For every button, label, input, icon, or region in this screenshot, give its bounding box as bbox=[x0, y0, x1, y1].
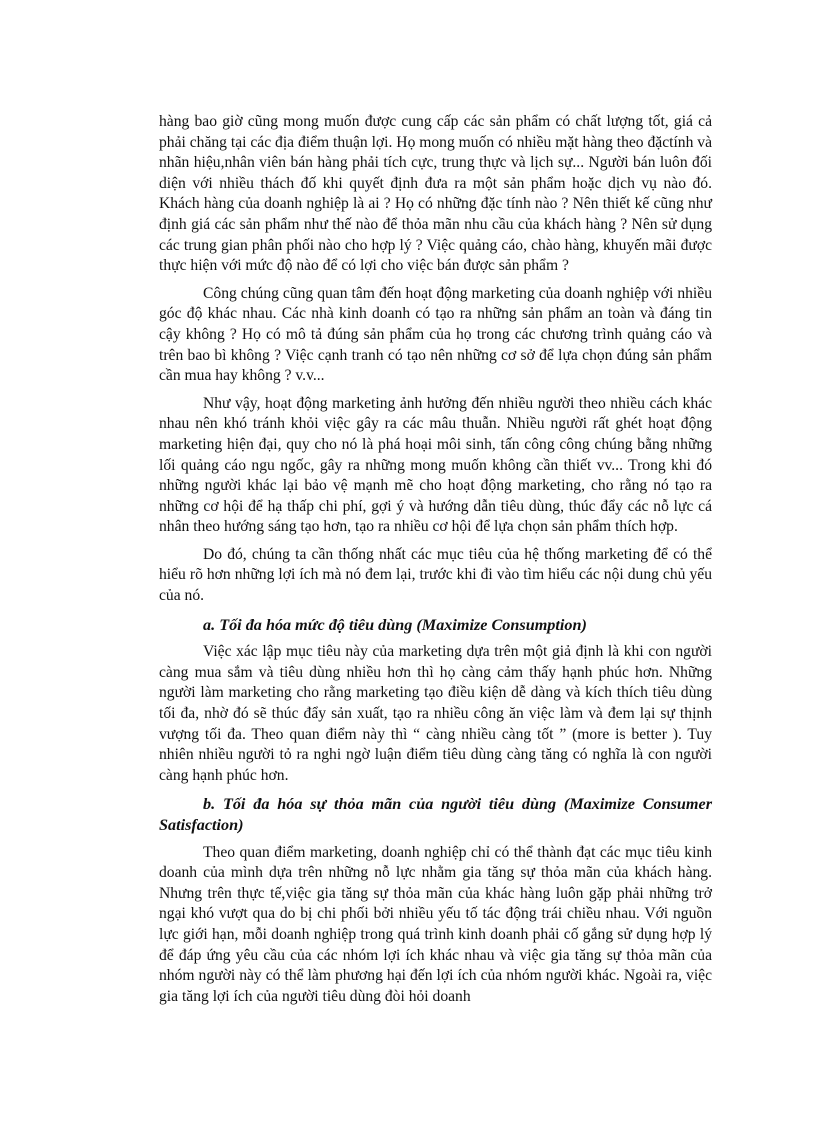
paragraph-continued: hàng bao giờ cũng mong muốn được cung cấp các sản phẩm có chất lượng tốt, giá cả phải chăng tại các địa điểm thuận lợi. Họ mong muốn có nhiều mặt hàng theo đặctính và nhãn hiệu,nhân viên bán hàng phải tích cực, trung thực và lịch sự... Người bán luôn đối diện với nhiều thách đố khi quyết định đưa ra một sản phẩm hoặc dịch vụ nào đó. Khách hàng của doanh nghiệp là ai ? Họ có những đặc tính nào ? Nên thiết kế cũng như định giá các sản phẩm như thế nào để thỏa mãn nhu cầu của khách hàng ? Nên sử dụng các trung gian phân phối nào cho hợp lý ? Việc quảng cáo, chào hàng, khuyến mãi được thực hiện với mức độ nào để có lợi cho việc bán được sản phẩm ? bbox=[159, 113, 713, 275]
section-a-body: Việc xác lập mục tiêu này của marketing dựa trên một giả định là khi con người càng mua sắm và tiêu dùng nhiều hơn thì họ càng cảm thấy hạnh phúc hơn. Những người làm marketing cho rằng marketing tạo điều kiện dễ dàng và kích thích tiêu dùng tối đa, nhờ đó sẽ thúc đẩy sản xuất, tạo ra nhiều công ăn việc làm và đem lại sự thịnh vượng tối đa. Theo quan điểm này thì “ càng nhiều càng tốt ” (more is better ). Tuy nhiên nhiều người tỏ ra nghi ngờ luận điểm tiêu dùng càng tăng có nghĩa là con người càng hạnh phúc hơn. bbox=[159, 643, 712, 784]
paragraph-conflicts: Như vậy, hoạt động marketing ảnh hưởng đến nhiều người theo nhiều cách khác nhau nên khó tránh khỏi việc gây ra các mâu thuẫn. Nhiều người rất ghét hoạt động marketing hiện đại, quy cho nó là phá hoại môi sinh, tấn công công chúng bằng những lối quảng cáo ngu ngốc, gây ra những mong muốn không cần thiết vv... Trong khi đó những người khác lại bảo vệ mạnh mẽ cho hoạt động marketing, cho rằng nó tạo ra những cơ hội để hạ thấp chi phí, gợi ý và hướng dẫn tiêu dùng, thúc đẩy các nỗ lực cá nhân theo hướng sáng tạo hơn, tạo ra nhiều cơ hội để lựa chọn sản phẩm thích hợp. bbox=[159, 394, 712, 536]
section-a-heading: a. Tối đa hóa mức độ tiêu dùng (Maximize Consumption) bbox=[203, 615, 587, 634]
section-b-heading: b. Tối đa hóa sự thỏa mãn của người tiêu dùng (Maximize Consumer Satisfaction) bbox=[159, 795, 712, 834]
document-page bbox=[159, 112, 712, 1007]
section-b-body: Theo quan điểm marketing, doanh nghiệp chỉ có thể thành đạt các mục tiêu kinh doanh của mình dựa trên những nỗ lực nhằm gia tăng sự thỏa mãn của khách hàng. Nhưng trên thực tế,việc gia tăng sự thỏa mãn của khác hàng luôn gặp phải những trở ngại khó vượt qua do bị chi phối bởi nhiều yếu tố tác động trái chiều nhau. Với nguồn lực giới hạn, mỗi doanh nghiệp trong quá trình kinh doanh phải cố gắng sử dụng hợp lý để đáp ứng yêu cầu của các nhóm lợi ích khác nhau và việc gia tăng sự thỏa mãn của nhóm người này có thể làm phương hại đến lợi ích của nhóm người khác. Ngoài ra, việc gia tăng lợi ích của người tiêu dùng đòi hỏi doanh bbox=[159, 843, 712, 1005]
paragraph-goals-intro: Do đó, chúng ta cần thống nhất các mục tiêu của hệ thống marketing để có thể hiểu rõ hơn những lợi ích mà nó đem lại, trước khi đi vào tìm hiểu các nội dung chủ yếu của nó. bbox=[159, 545, 712, 605]
paragraph-public-interest: Công chúng cũng quan tâm đến hoạt động marketing của doanh nghiệp với nhiều góc độ khác nhau. Các nhà kinh doanh có tạo ra những sản phẩm an toàn và đáng tin cậy không ? Họ có mô tả đúng sản phẩm của họ trong các chương trình quảng cáo và trên bao bì không ? Việc cạnh tranh có tạo nên những cơ sở để lựa chọn đúng sản phẩm cần mua hay không ? v.v... bbox=[159, 284, 712, 385]
